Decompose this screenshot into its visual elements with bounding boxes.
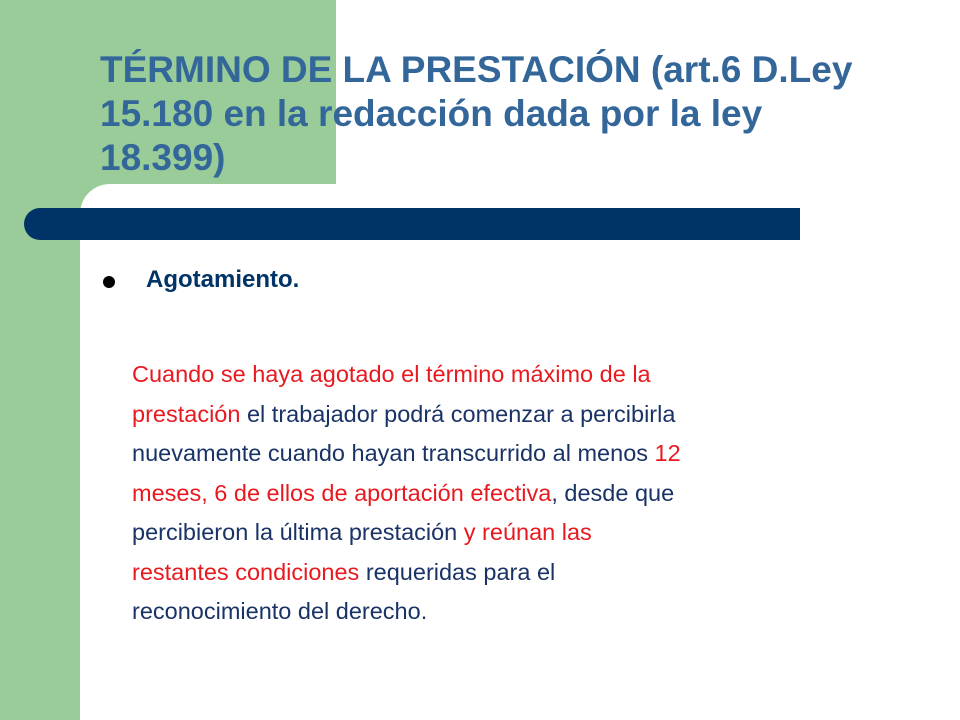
paragraph-line: [132, 355, 902, 395]
paragraph-line: [132, 434, 902, 474]
bullet-heading: Agotamiento.: [146, 266, 300, 293]
bullet-icon: [103, 276, 115, 288]
body-paragraph: [132, 355, 902, 632]
text-segment: reconocimiento del derecho.: [132, 598, 428, 624]
text-segment: percibieron la última prestación: [132, 519, 464, 545]
text-segment: Cuando se haya agotado el término máximo de la: [132, 361, 651, 387]
green-side-panel: [0, 0, 80, 720]
text-segment: el trabajador podrá comenzar a percibirla: [240, 400, 676, 427]
paragraph-line: [132, 592, 902, 632]
text-segment: 12: [654, 440, 681, 466]
text-segment: nuevamente cuando hayan transcurrido al menos: [132, 440, 655, 466]
paragraph-line: [132, 553, 902, 593]
paragraph-line: [132, 513, 902, 553]
text-segment: requeridas para el: [359, 558, 556, 585]
text-segment: restantes condiciones: [132, 558, 360, 585]
text-segment: , desde que: [551, 479, 675, 506]
paragraph-line: [132, 395, 902, 435]
text-segment: prestación: [132, 400, 241, 427]
text-segment: meses, 6 de ellos de aportación efectiva: [132, 479, 552, 506]
paragraph-line: [132, 474, 902, 514]
slide-title: TÉRMINO DE LA PRESTACIÓN (art.6 D.Ley 15.180 en la redacción dada por la ley 18.399): [100, 49, 853, 178]
text-segment: y reúnan las: [463, 519, 592, 545]
title-divider-bar: [24, 208, 800, 240]
